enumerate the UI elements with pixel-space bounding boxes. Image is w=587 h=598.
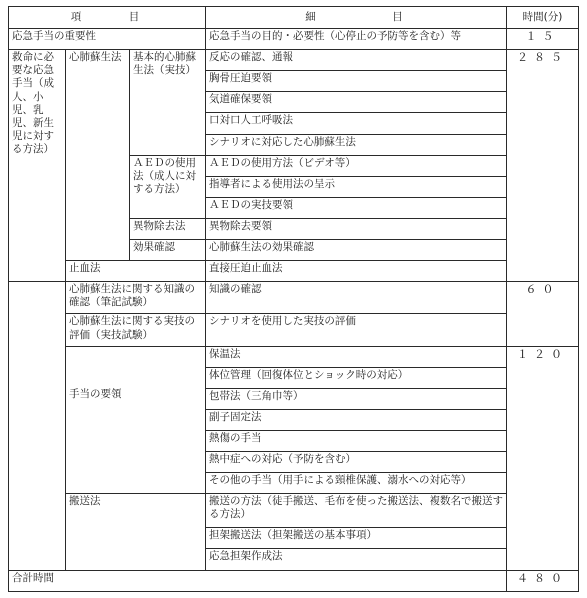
foreign-item: 異物除去要領 (206, 218, 507, 239)
header-row (9, 7, 579, 29)
table-row (9, 494, 579, 528)
aed-item: 指導者による使用法の呈示 (206, 176, 507, 197)
basic-item: 口対口人工呼吸法 (206, 113, 507, 134)
practical-label: 心肺蘇生法に関する実技の評価（実技試験） (66, 314, 206, 346)
header-item: 項 目 (9, 7, 206, 29)
aed-label: ＡＥＤの使用法（成人に対する方法） (130, 155, 206, 218)
practical-item: シナリオを使用した実技の評価 (206, 314, 507, 346)
rescue-label: 救命に必要な応急手当（成人、小児、乳児、新生児に対する方法） (9, 50, 66, 282)
transport-item: 担架搬送法（担架搬送の基本事項） (206, 528, 507, 549)
care-item: 包帯法（三角巾等） (206, 388, 507, 409)
care-label: 手当の要領 (66, 388, 206, 493)
importance-item: 応急手当の重要性 (9, 29, 206, 50)
written-item: 知識の確認 (206, 282, 507, 314)
cpr-label: 心肺蘇生法 (66, 50, 130, 261)
aed-item: ＡＥＤの実技要領 (206, 197, 507, 218)
header-detail: 細 目 (206, 7, 507, 29)
care-item: 熱中症への対応（予防を含む） (206, 452, 507, 473)
care-item: その他の手当（用手による頸椎保護、溺水への対応等） (206, 473, 507, 494)
basic-item: 反応の確認、通報 (206, 50, 507, 71)
table-row (9, 282, 579, 314)
table-row (9, 346, 579, 367)
written-label: 心肺蘇生法に関する知識の確認（筆記試験） (66, 282, 206, 314)
basic-cpr-label: 基本的心肺蘇生法（実技） (130, 50, 206, 155)
care-item: 熱傷の手当 (206, 430, 507, 451)
basic-item: シナリオに対応した心肺蘇生法 (206, 134, 507, 155)
table-row (9, 29, 579, 50)
total-time: ４８０ (507, 570, 579, 591)
aed-item: ＡＥＤの使用方法（ビデオ等） (206, 155, 507, 176)
effect-item: 心肺蘇生法の効果確認 (206, 240, 507, 261)
care-item: 体位管理（回復体位とショック時の対応） (206, 367, 507, 388)
curriculum-table (8, 6, 579, 592)
table-row (9, 388, 579, 409)
block2-time: ６０ (507, 282, 579, 346)
total-row (9, 570, 579, 591)
block3-time: １２０ (507, 346, 579, 570)
table-row (9, 367, 579, 388)
care-item: 副子固定法 (206, 409, 507, 430)
transport-item: 搬送の方法（徒手搬送、毛布を使った搬送法、複数名で搬送する方法） (206, 494, 507, 528)
basic-item: 気道確保要領 (206, 92, 507, 113)
bleeding-label: 止血法 (66, 261, 206, 282)
bleeding-item: 直接圧迫止血法 (206, 261, 507, 282)
table-row (9, 50, 579, 71)
total-label: 合計時間 (9, 570, 507, 591)
transport-item: 応急担架作成法 (206, 549, 507, 570)
importance-time: １５ (507, 29, 579, 50)
importance-detail: 応急手当の目的・必要性（心停止の予防等を含む）等 (206, 29, 507, 50)
care-item: 保温法 (206, 346, 507, 367)
transport-label: 搬送法 (66, 494, 206, 570)
basic-item: 胸骨圧迫要領 (206, 71, 507, 92)
foreign-label: 異物除去法 (130, 218, 206, 239)
effect-label: 効果確認 (130, 240, 206, 261)
header-time: 時間(分) (507, 7, 579, 29)
table-row (9, 261, 579, 282)
block1-time: ２８５ (507, 50, 579, 282)
table-row (9, 314, 579, 346)
